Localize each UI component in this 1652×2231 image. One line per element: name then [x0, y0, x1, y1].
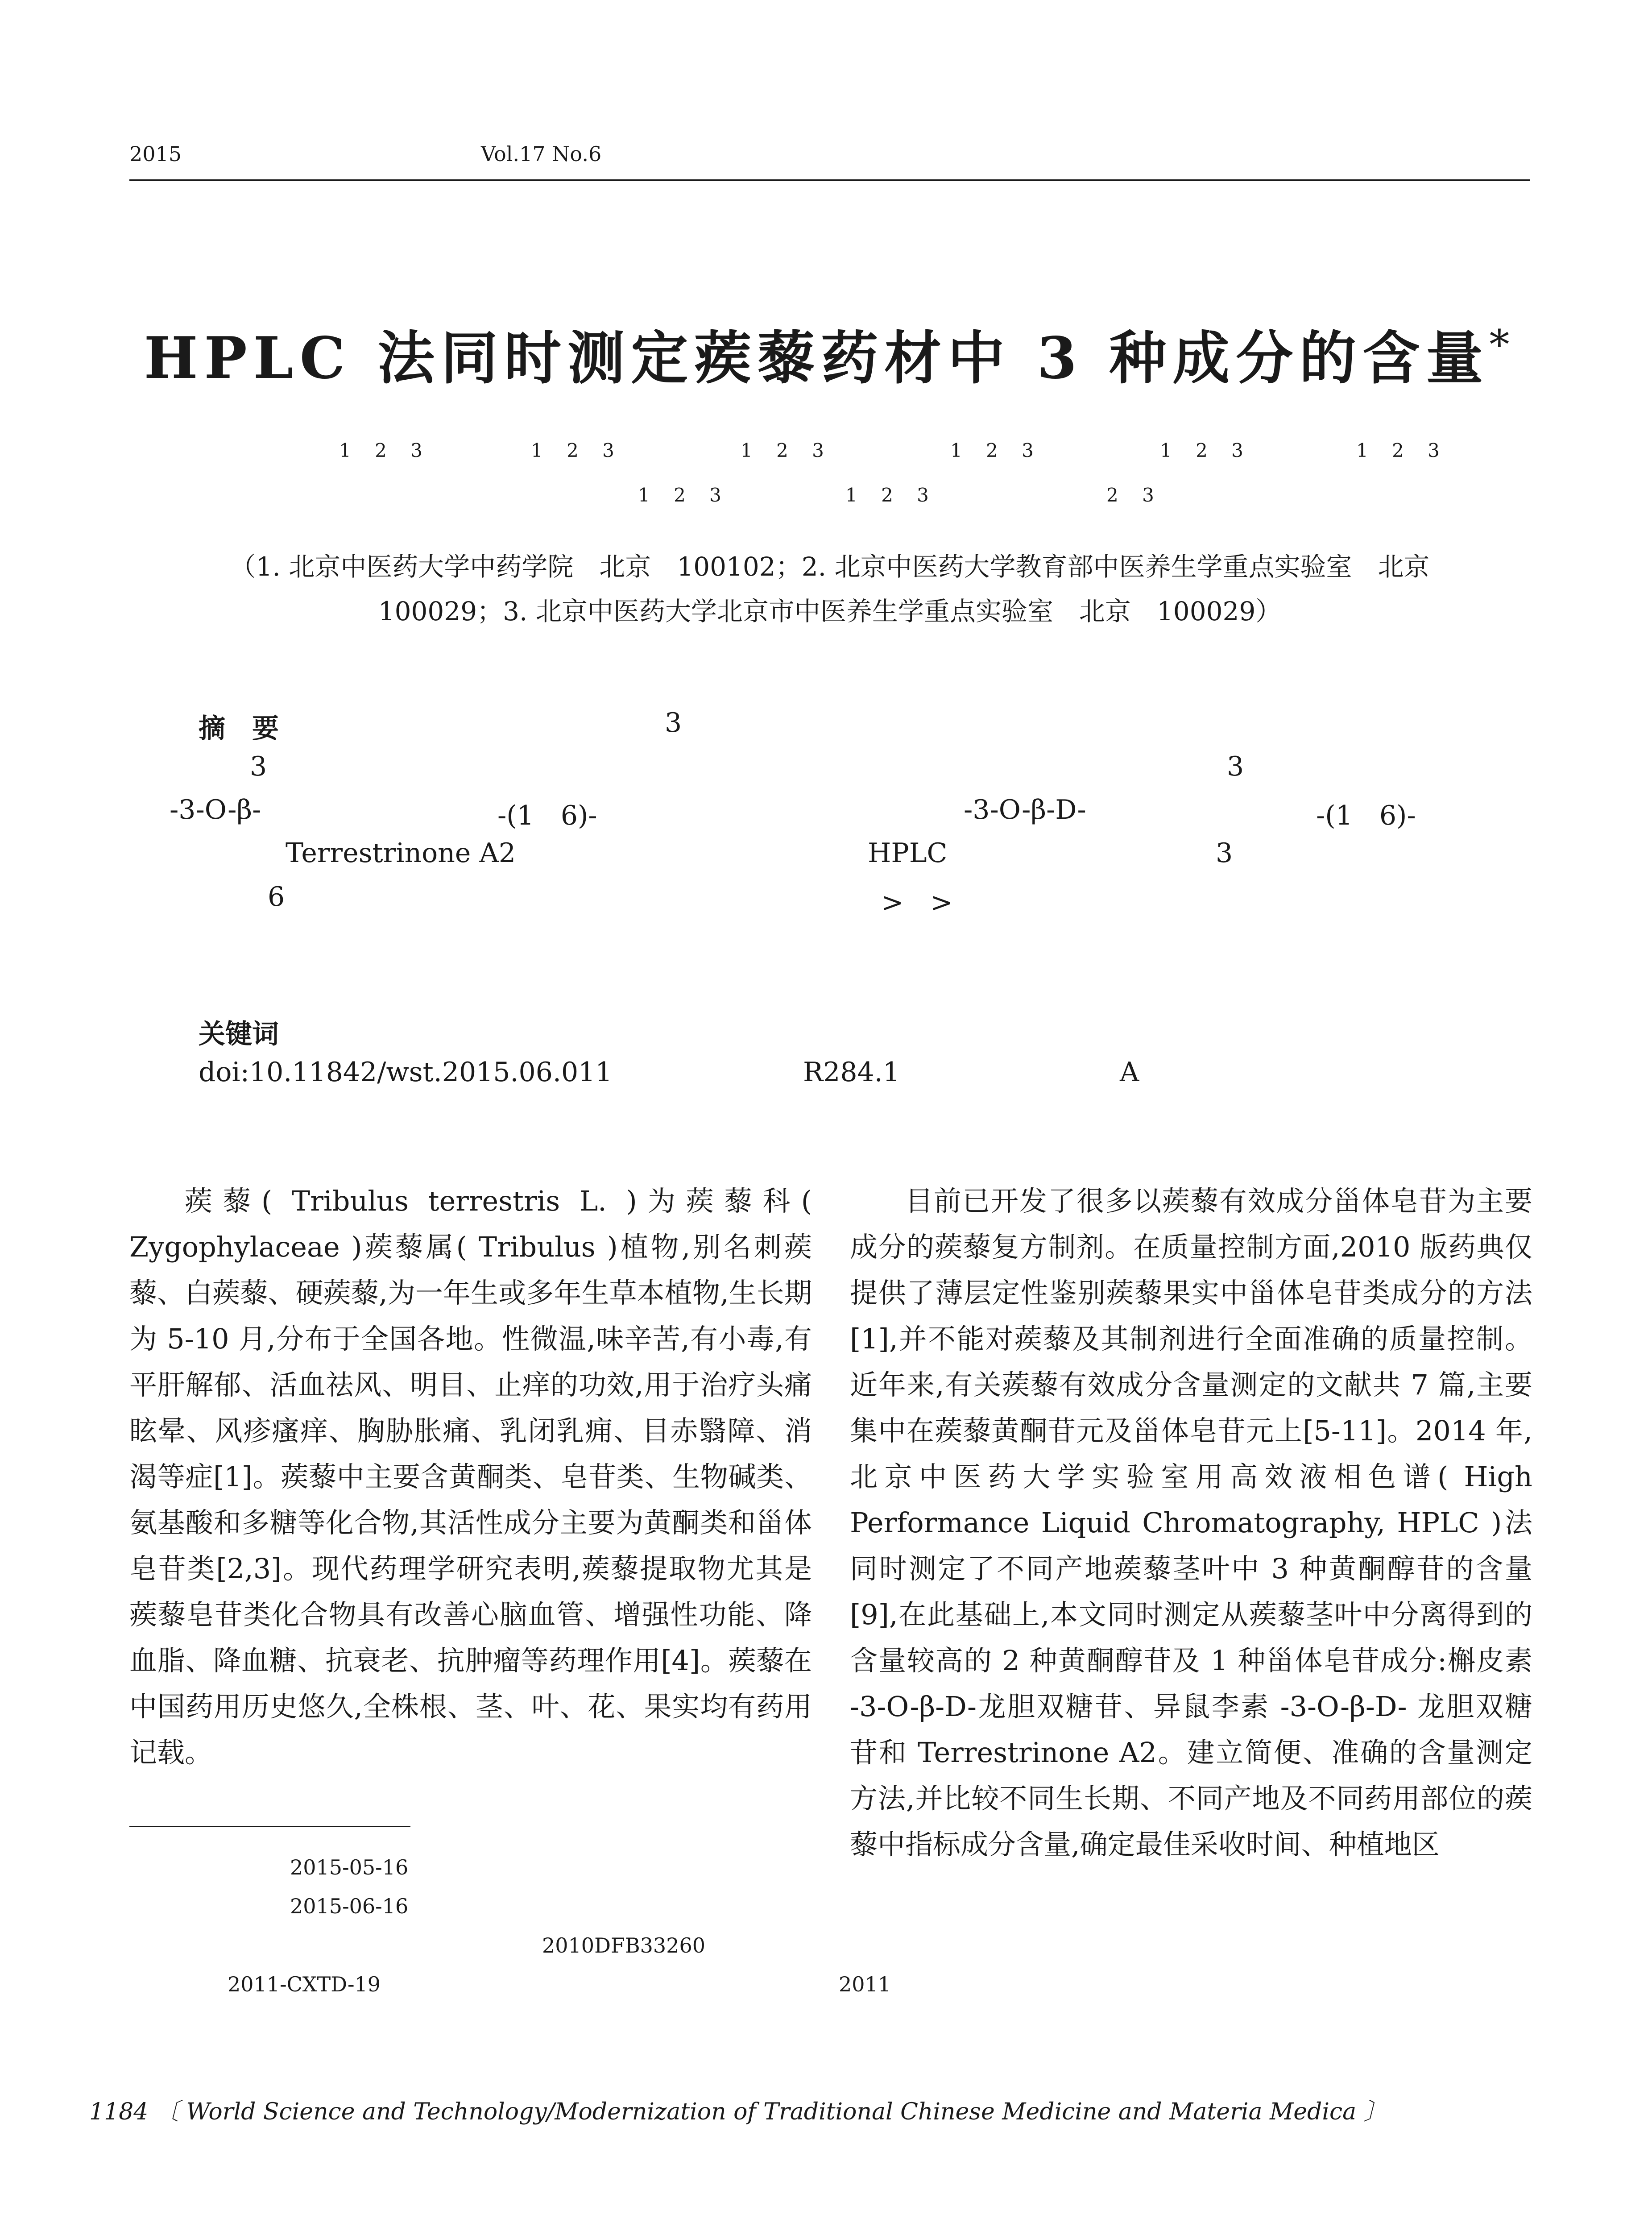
revised-date: 2015-06-16 [290, 1894, 409, 1918]
abstract-fragment: 3 [1227, 751, 1244, 782]
journal-year: 2015 [129, 142, 182, 166]
abstract-fragment: -(1 6)- [1316, 800, 1416, 831]
abstract-fragment: 6 [268, 881, 285, 912]
author-marks: 1 2 3 [638, 484, 730, 506]
abstract-label: 摘 要 [199, 713, 279, 744]
affiliation-line-2: 100029；3. 北京中医药大学北京市中医养生学重点实验室 北京 100029） [378, 596, 1282, 626]
paper-title [129, 312, 1530, 394]
affiliation-line-1: （1. 北京中医药大学中药学院 北京 100102；2. 北京中医药大学教育部中医养生学重点实验室 北京 [230, 552, 1430, 582]
author-marks: 1 2 3 [1160, 440, 1252, 461]
title-footnote-mark: * [1489, 321, 1516, 369]
author-marks: 2 3 [1106, 484, 1163, 506]
body-column-right [850, 1178, 1532, 1937]
body-paragraph: 蒺藜( Tribulus terrestris L. )为蒺藜科( Zygophylaceae )蒺藜属( Tribulus )植物,别名刺蒺藜、白蒺藜、硬蒺藜,为一年生或多年生草本植物,生长期为 5-10 月,分布于全国各地。性微温,味辛苦,有小毒,有平肝解郁、活血祛风、明目、止痒的功效,用于治疗头痛眩晕、风疹瘙痒、胸胁胀痛、乳闭乳痈、目赤翳障、消渴等症[1]。蒺藜中主要含黄酮类、皂苷类、生物碱类、氨基酸和多糖等化合物,其活性成分主要为黄酮类和甾体皂苷类[2,3]。现代药理学研究表明,蒺藜提取物尤其是蒺藜皂苷类化合物具有改善心脑血管、增强性功能、降血脂、降血糖、抗衰老、抗肿瘤等药理作用[4]。蒺藜在中国药用历史悠久,全株根、茎、叶、花、果实均有药用记载。 [129, 1185, 812, 1769]
author-marks: 1 2 3 [950, 440, 1043, 461]
abstract-fragment: -3-O-β- [170, 794, 261, 825]
grant-number: 2010DFB33260 [542, 1933, 706, 1957]
paper-title-text: HPLC 法同时测定蒺藜药材中 3 种成分的含量 [144, 325, 1490, 392]
abstract-fragment: HPLC [868, 838, 948, 869]
document-code: A [1120, 1057, 1139, 1088]
author-marks: 1 2 3 [531, 440, 623, 461]
abstract-fragment: 3 [250, 751, 267, 782]
footnote-rule [129, 1826, 410, 1827]
abstract-fragment: > > [881, 887, 953, 918]
author-marks: 1 2 3 [741, 440, 833, 461]
author-marks: 1 2 3 [845, 484, 938, 506]
received-date: 2015-05-16 [290, 1855, 409, 1879]
header-rule [129, 179, 1530, 181]
grant-number: 2011 [839, 1972, 891, 1996]
journal-volume: Vol.17 No.6 [481, 142, 602, 166]
abstract-fragment: Terrestrinone A2 [286, 838, 516, 869]
author-marks: 1 2 3 [1356, 440, 1449, 461]
keywords-label: 关键词 [199, 1019, 279, 1050]
clc-number: R284.1 [803, 1057, 900, 1088]
abstract-fragment: 3 [1216, 838, 1233, 869]
body-paragraph: 目前已开发了很多以蒺藜有效成分甾体皂苷为主要成分的蒺藜复方制剂。在质量控制方面,2010 版药典仅提供了薄层定性鉴别蒺藜果实中甾体皂苷类成分的方法[1],并不能对蒺藜及其制剂进行全面准确的质量控制。近年来,有关蒺藜有效成分含量测定的文献共 7 篇,主要集中在蒺藜黄酮苷元及甾体皂苷元上[5-11]。2014 年,北京中医药大学实验室用高效液相色谱( High Performance Liquid Chromatography, HPLC )法同时测定了不同产地蒺藜茎叶中 3 种黄酮醇苷的含量[9],在此基础上,本文同时测定从蒺藜茎叶中分离得到的含量较高的 2 种黄酮醇苷及 1 种甾体皂苷成分:槲皮素 -3-O-β-D-龙胆双糖苷、异鼠李素 -3-O-β-D- 龙胆双糖苷和 Terrestrinone A2。建立简便、准确的含量测定方法,并比较不同生长期、不同产地及不同药用部位的蒺藜中指标成分含量,确定最佳采收时间、种植地区 [850, 1185, 1532, 1861]
grant-number: 2011-CXTD-19 [228, 1972, 381, 1996]
page-footer: 1184 〔 World Science and Technology/Modernization of Traditional Chinese Medicine and Materia Medica 〕 [89, 2098, 1387, 2125]
abstract-fragment: -(1 6)- [497, 800, 597, 831]
abstract-fragment: -3-O-β-D- [964, 794, 1086, 825]
body-column-left [129, 1178, 812, 1771]
abstract-fragment: 3 [665, 707, 682, 738]
doi: doi:10.11842/wst.2015.06.011 [199, 1057, 613, 1088]
author-marks: 1 2 3 [339, 440, 431, 461]
